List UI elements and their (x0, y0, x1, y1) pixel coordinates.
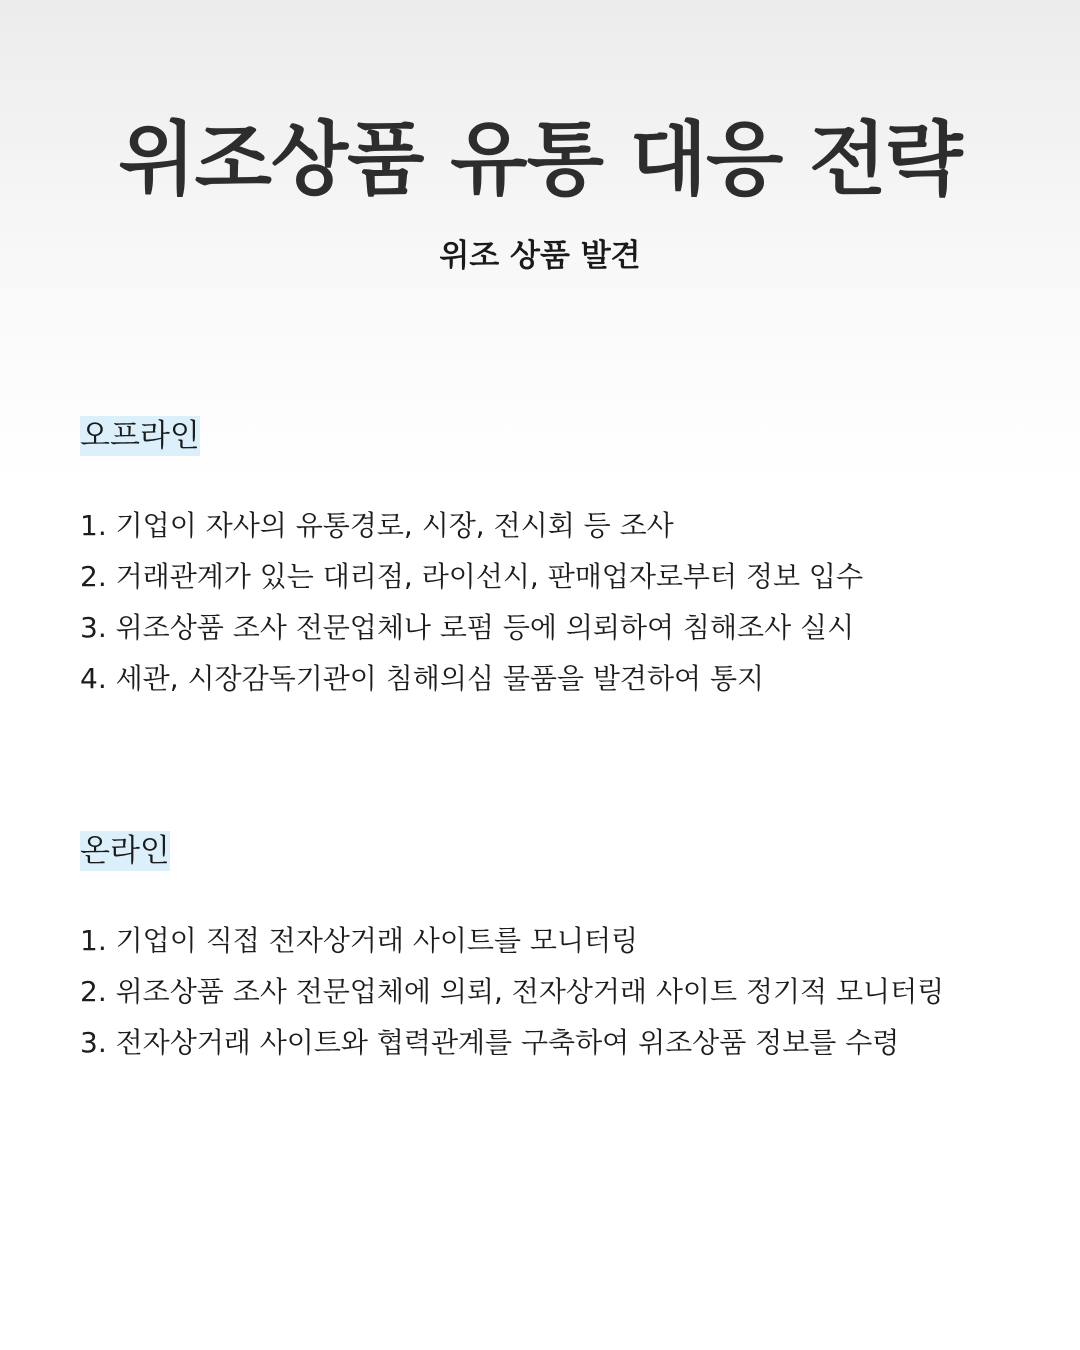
online-item-list (80, 915, 1000, 1068)
offline-section (80, 416, 1000, 695)
offline-item-list (80, 500, 1000, 704)
list-item: 2. 위조상품 조사 전문업체에 의뢰, 전자상거래 사이트 정기적 모니터링 (80, 975, 945, 1008)
list-item: 2. 거래관계가 있는 대리점, 라이선시, 판매업자로부터 정보 입수 (80, 560, 864, 593)
page-title: 위조상품 유통 대응 전략 (118, 113, 962, 206)
list-item: 4. 세관, 시장감독기관이 침해의심 물품을 발견하여 통지 (80, 662, 765, 695)
online-section (80, 831, 1000, 1059)
online-heading: 온라인 (80, 833, 170, 869)
page-subtitle: 위조 상품 발견 (439, 238, 641, 274)
list-item: 3. 위조상품 조사 전문업체나 로펌 등에 의뢰하여 침해조사 실시 (80, 611, 855, 644)
list-item: 1. 기업이 직접 전자상거래 사이트를 모니터링 (80, 924, 639, 957)
offline-heading: 오프라인 (80, 418, 200, 454)
list-item: 1. 기업이 자사의 유통경로, 시장, 전시회 등 조사 (80, 509, 674, 542)
list-item: 3. 전자상거래 사이트와 협력관계를 구축하여 위조상품 정보를 수령 (80, 1026, 900, 1059)
